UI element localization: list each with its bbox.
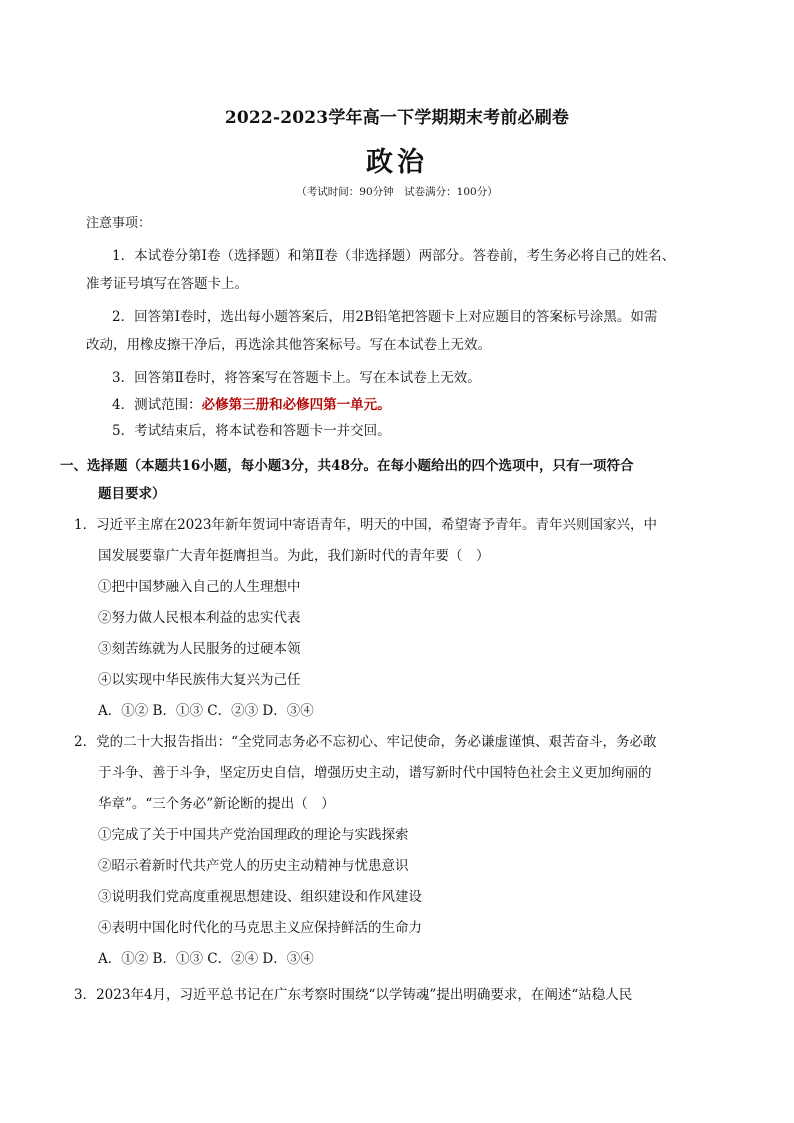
q1-option-4: ④以实现中华民族伟大复兴为己任 xyxy=(98,672,301,688)
exam-info: （考试时间：90分钟 试卷满分：100分） xyxy=(296,186,498,198)
q2-line-3: 华章”。“三个务必”新论断的提出（ ） xyxy=(98,796,335,812)
q1-answer-choices: A．①② B．①③ C．②③ D．③④ xyxy=(98,703,314,719)
q1-line-2: 国发展要靠广大青年挺膺担当。为此，我们新时代的青年要（ ） xyxy=(98,548,490,564)
section-1-line-1: 一、选择题（本题共16小题，每小题3分，共48分。在每小题给出的四个选项中，只有一项符合 xyxy=(60,458,634,474)
note-1-line-2: 准考证号填写在答题卡上。 xyxy=(86,276,248,292)
page-title: 2022-2023学年高一下学期期末考前必刷卷 xyxy=(224,108,570,128)
question-3 xyxy=(74,980,694,1011)
question-1 xyxy=(74,510,694,727)
q2-answer-choices: A．①② B．①③ C．②④ D．③④ xyxy=(98,951,314,967)
section-1-line-2: 题目要求） xyxy=(98,486,166,502)
notes-list xyxy=(86,242,686,444)
note-1-line-1: 1．本试卷分第Ⅰ卷（选择题）和第Ⅱ卷（非选择题）两部分。答卷前，考生务必将自己的姓名、 xyxy=(112,248,676,264)
q2-line-2: 于斗争、善于斗争，坚定历史自信，增强历史主动，谱写新时代中国特色社会主义更加绚丽的 xyxy=(98,765,652,781)
question-2 xyxy=(74,727,694,975)
q1-option-2: ②努力做人民根本利益的忠实代表 xyxy=(98,610,301,626)
q2-option-4: ④表明中国化时代化的马克思主义应保持鲜活的生命力 xyxy=(98,920,422,936)
q2-option-2: ②昭示着新时代共产党人的历史主动精神与忧患意识 xyxy=(98,858,409,874)
q3-line-1: 3．2023年4月，习近平总书记在广东考察时围绕“以学铸魂”提出明确要求，在阐述“站稳人民 xyxy=(74,987,633,1003)
q1-option-3: ③刻苦练就为人民服务的过硬本领 xyxy=(98,641,301,657)
note-2-line-1: 2．回答第Ⅰ卷时，选出每小题答案后，用2B铅笔把答题卡上对应题目的答案标号涂黑。如需 xyxy=(112,309,658,325)
note-4-scope: 必修第三册和必修四第一单元。 xyxy=(201,397,391,413)
notes-heading: 注意事项： xyxy=(86,216,152,231)
note-5: 5．考试结束后，将本试卷和答题卡一并交回。 xyxy=(112,423,391,439)
note-3: 3．回答第Ⅱ卷时，将答案写在答题卡上。写在本试卷上无效。 xyxy=(112,370,481,386)
section-1-heading xyxy=(60,452,690,508)
note-2-line-2: 改动，用橡皮擦干净后，再选涂其他答案标号。写在本试卷上无效。 xyxy=(86,337,491,353)
note-4 xyxy=(86,392,686,418)
q2-line-1: 2．党的二十大报告指出：“全党同志务必不忘初心、牢记使命，务必谦虚谨慎、艰苦奋斗，务必敢 xyxy=(74,734,657,750)
q2-option-1: ①完成了关于中国共产党治国理政的理论与实践探索 xyxy=(98,827,409,843)
q1-line-1: 1．习近平主席在2023年新年贺词中寄语青年，明天的中国，希望寄予青年。青年兴则国家兴，中 xyxy=(74,517,657,533)
q1-option-1: ①把中国梦融入自己的人生理想中 xyxy=(98,579,301,595)
subject-title: 政治 xyxy=(366,147,428,178)
q2-option-3: ③说明我们党高度重视思想建设、组织建设和作风建设 xyxy=(98,889,422,905)
note-4-prefix: 4．测试范围： xyxy=(112,397,202,413)
